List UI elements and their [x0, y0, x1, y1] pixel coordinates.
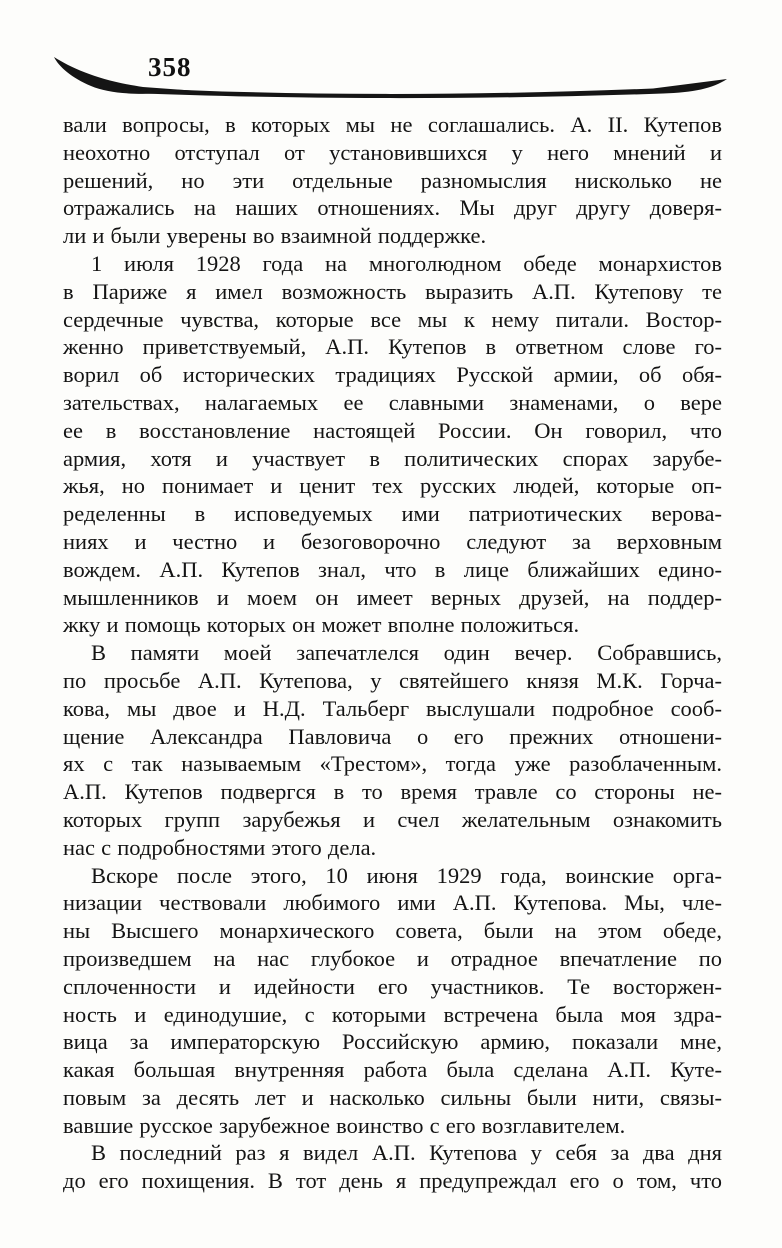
text-line: жья, но понимает и ценит тех русских людей, которые оп- [63, 473, 722, 499]
text-line: повым за десять лет и насколько сильны были нити, связы- [63, 1084, 722, 1110]
text-line: ниях и честно и безоговорочно следуют за верховным [63, 528, 722, 554]
text-line: которых групп зарубежья и счел желательным ознакомить [63, 806, 722, 832]
text-line: армия, хотя и участвует в политических спорах зарубе- [63, 445, 722, 471]
text-line: А.П. Кутепов подвергся в то время травле со стороны не- [63, 779, 722, 805]
text-line: ны Высшего монархического совета, были на этом обеде, [63, 918, 722, 944]
paragraph [63, 639, 722, 861]
text-line: ность и единодушие, с которыми встречена была моя здра- [63, 1001, 722, 1027]
text-line: низации чествовали любимого ими А.П. Кутепова. Мы, чле- [63, 890, 722, 916]
text-line: Вскоре после этого, 10 июня 1929 года, воинские орга- [91, 862, 722, 888]
text-line: кова, мы двое и Н.Д. Тальберг выслушали подробное сооб- [63, 695, 722, 721]
text-line: зательствах, налагаемых ее славными знаменами, о вере [63, 389, 722, 415]
page-header [0, 0, 782, 110]
text-line: неохотно отступал от установившихся у него мнений и [63, 139, 722, 165]
text-line: жку и помощь которых он может вполне положиться. [63, 612, 580, 638]
text-line: сплоченности и идейности его участников. Те восторжен- [63, 973, 722, 999]
text-line: произведшем на нас глубокое и отрадное впечатление по [63, 945, 722, 971]
text-line: 1 июля 1928 года на многолюдном обеде монархистов [91, 250, 722, 276]
text-line: В памяти моей запечатлелся один вечер. Собравшись, [91, 640, 722, 666]
text-line: В последний раз я видел А.П. Кутепова у себя за два дня [91, 1140, 722, 1166]
paragraph [63, 862, 722, 1140]
paragraph [63, 250, 722, 639]
text-line: в Париже я имел возможность выразить А.П. Кутепову те [63, 278, 722, 304]
text-line: ях с так называемым «Трестом», тогда уже разоблаченным. [63, 751, 722, 777]
text-line: мышленников и моем он имеет верных друзей, на поддер- [63, 584, 722, 610]
text-line: женно приветствуемый, А.П. Кутепов в ответном слове го- [63, 334, 722, 360]
text-line: по просьбе А.П. Кутепова, у святейшего князя М.К. Горча- [63, 667, 722, 693]
text-line: щение Александра Павловича о его прежних отношени- [63, 723, 722, 749]
paragraph [63, 111, 722, 250]
text-line: ределенны в исповедуемых ими патриотических верова- [63, 501, 722, 527]
page-body [63, 111, 722, 1195]
text-line: ворил об исторических традициях Русской армии, об обя- [63, 362, 722, 388]
text-line: отражались на наших отношениях. Мы друг другу доверя- [63, 195, 722, 221]
text-line: до его похищения. В тот день я предупреждал его о том, что [63, 1168, 722, 1194]
text-line: вица за императорскую Российскую армию, показали мне, [63, 1029, 722, 1055]
text-line: какая большая внутренняя работа была сделана А.П. Куте- [63, 1057, 722, 1083]
text-line: вождем. А.П. Кутепов знал, что в лице ближайших едино- [63, 556, 722, 582]
text-line: сердечные чувства, которые все мы к нему питали. Востор- [63, 306, 722, 332]
text-line: ли и были уверены во взаимной поддержке. [63, 223, 487, 249]
text-line: нас с подробностями этого дела. [63, 834, 377, 860]
text-line: вали вопросы, в которых мы не соглашались. А. II. Кутепов [63, 112, 722, 137]
text-line: ее в восстановление настоящей России. Он говорил, что [63, 417, 722, 443]
paragraph [63, 1139, 722, 1195]
page-number: 358 [148, 52, 192, 82]
text-line: вавшие русское зарубежное воинство с его возглавителем. [63, 1112, 626, 1138]
text-line: решений, но эти отдельные разномыслия нисколько не [63, 167, 722, 193]
